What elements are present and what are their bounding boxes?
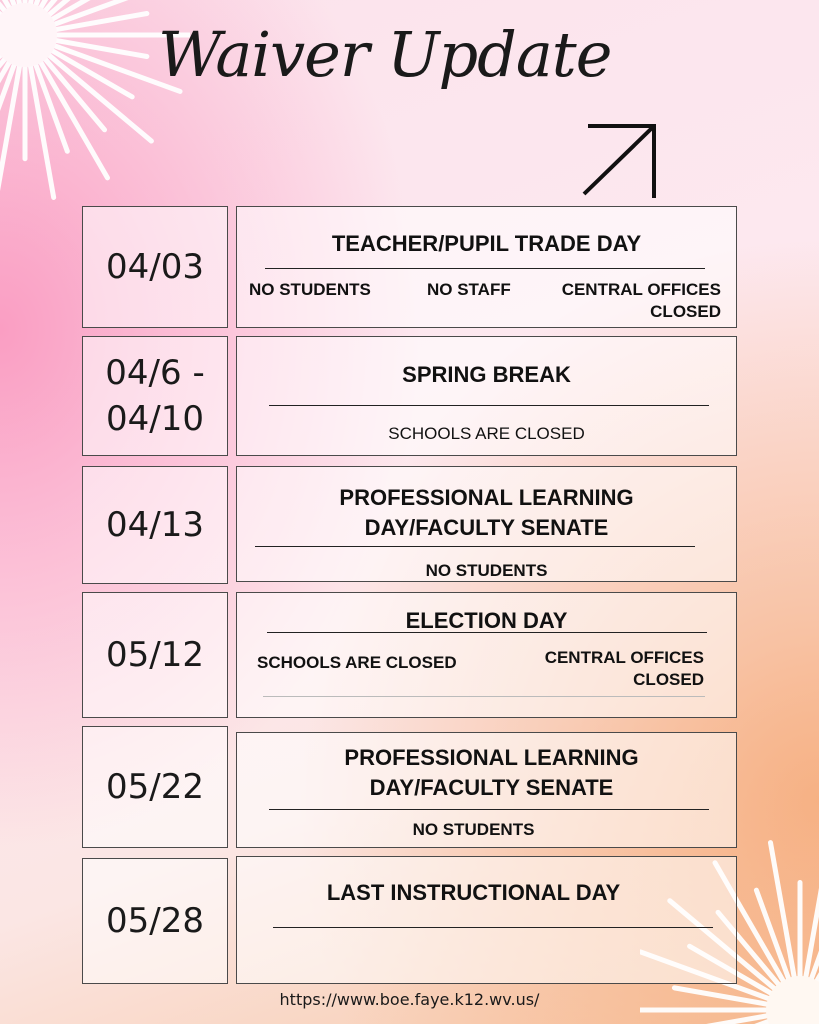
date-label: 04/6 - 04/10 (105, 353, 205, 439)
event-title: ELECTION DAY (405, 608, 568, 633)
event-title: PROFESSIONAL LEARNING DAY/FACULTY SENATE (344, 745, 639, 800)
arrow-up-right-icon (578, 122, 658, 202)
starburst-ray (674, 1015, 770, 1024)
event-box (236, 206, 737, 328)
divider (263, 696, 705, 697)
divider (273, 927, 713, 928)
date-label: 05/12 (106, 635, 204, 675)
date-label: 05/28 (106, 901, 204, 941)
date-label: 04/03 (106, 247, 204, 287)
divider (269, 405, 709, 406)
event-box (236, 856, 737, 984)
divider (265, 268, 705, 269)
date-box (82, 206, 228, 328)
event-note: SCHOOLS ARE CLOSED (388, 424, 585, 443)
event-note: CENTRAL OFFICES CLOSED (561, 280, 721, 321)
event-note: NO STUDENTS (425, 561, 548, 580)
event-box (236, 336, 737, 456)
page-title: Waiver Update (158, 18, 612, 91)
event-note: NO STUDENTS (412, 820, 535, 839)
date-box (82, 336, 228, 456)
divider (267, 632, 707, 633)
event-note: NO STAFF (427, 280, 511, 299)
event-box (236, 466, 737, 582)
website-link[interactable]: https://www.boe.faye.k12.wv.us/ (279, 990, 540, 1009)
date-label: 04/13 (106, 505, 204, 545)
event-box (236, 592, 737, 718)
event-note: CENTRAL OFFICES CLOSED (544, 648, 704, 689)
divider (255, 546, 695, 547)
event-note: SCHOOLS ARE CLOSED (257, 653, 457, 672)
date-box (82, 592, 228, 718)
event-title: SPRING BREAK (402, 362, 571, 387)
date-box (82, 858, 228, 984)
event-title: TEACHER/PUPIL TRADE DAY (331, 231, 642, 256)
event-box (236, 732, 737, 848)
divider (269, 809, 709, 810)
event-title: PROFESSIONAL LEARNING DAY/FACULTY SENATE (339, 485, 634, 540)
event-note: NO STUDENTS (249, 280, 371, 299)
starburst-ray (0, 65, 20, 198)
date-box (82, 466, 228, 584)
date-label: 05/22 (106, 767, 204, 807)
event-title: LAST INSTRUCTIONAL DAY (326, 880, 621, 905)
date-box (82, 726, 228, 848)
